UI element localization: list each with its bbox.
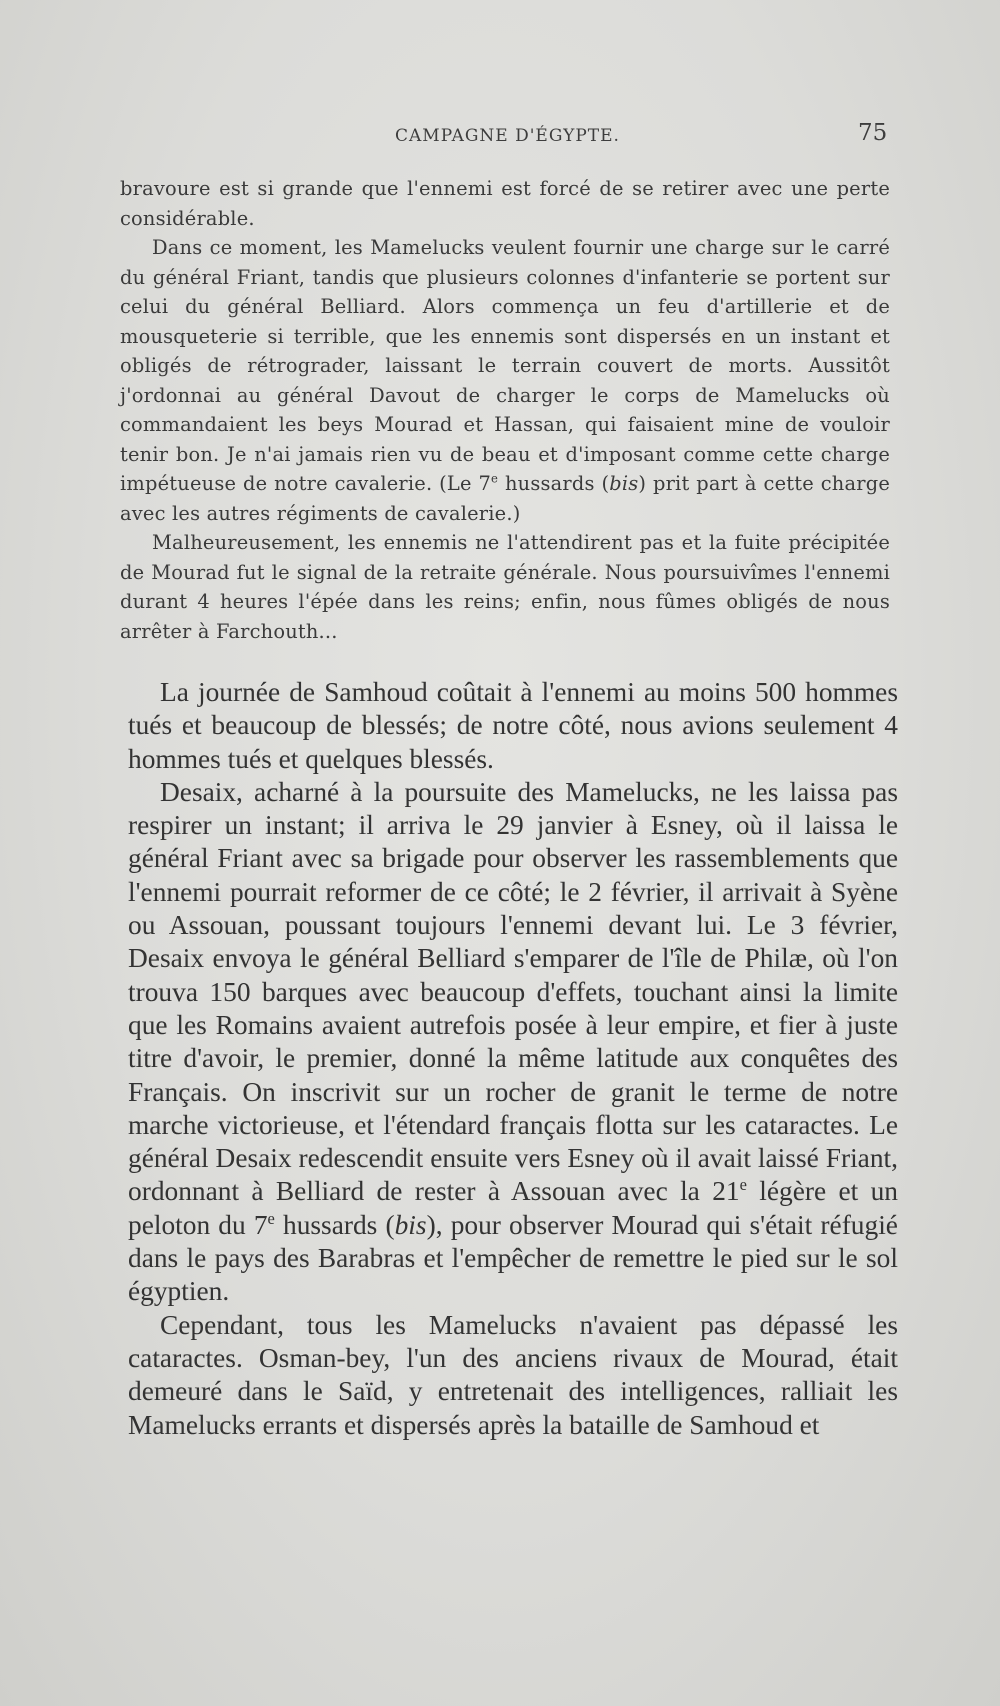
- italic-text: bis: [394, 1209, 427, 1240]
- body-text: Desaix, acharné à la poursuite des Mamelucks, ne les laissa pas respirer un instant; il arriva le 29 janvier à Esney, où il laissa le général Friant avec sa brigade pour observer les rassemblements que l'ennemi pourrait reformer de ce côté; le 2 février, il arrivait à Syène ou Assouan, poussant toujours l'ennemi devant lui. Le 3 février, Desaix envoya le général Belliard s'emparer de l'île de Philæ, où l'on trouva 150 barques avec beaucoup d'effets, touchant ainsi la limite que les Romains avaient autrefois posée à leur empire, et fier à juste titre d'avoir, le premier, donné la même latitude aux conquêtes des Français. On inscrivit sur un rocher de granit le terme de notre marche victorieuse, et l'étendard français flotta sur les cataractes. Le général Desaix redescendit ensuite vers Esney où il avait laissé Friant, ordonnant à Belliard de rester à Assouan avec la 21: [128, 776, 898, 1207]
- body-text: ), pour observer Mourad qui s'était réfugié dans le pays des Barabras et l'empêcher de remettre le pied sur le sol égyptien.: [128, 1209, 898, 1307]
- superscript: e: [267, 1208, 275, 1228]
- running-header: [0, 120, 1000, 150]
- page-number: 75: [858, 120, 888, 146]
- quote-paragraph: bravoure est si grande que l'ennemi est forcé de se retirer avec une perte considérable.: [120, 177, 890, 230]
- running-title: CAMPAGNE D'ÉGYPTE.: [395, 126, 620, 146]
- superscript: e: [491, 471, 499, 486]
- italic-text: bis: [609, 472, 639, 495]
- main-text: [128, 676, 898, 1442]
- body-paragraph: La journée de Samhoud coûtait à l'ennemi au moins 500 hommes tués et beaucoup de blessés; de notre côté, nous avions seulement 4 hommes tués et quelques blessés.: [128, 677, 898, 774]
- body-text: légère et un peloton du 7: [128, 1176, 898, 1240]
- body-text: hussards (: [274, 1209, 395, 1240]
- quote-paragraph: Malheureusement, les ennemis ne l'attendirent pas et la fuite précipitée de Mourad fut le signal de la retraite générale. Nous poursuivîmes l'ennemi durant 4 heures l'épée dans les reins; enfin, nous fûmes obligés de nous arrêter à Farchouth...: [120, 531, 890, 643]
- quote-text: ) prit part à cette charge avec les autres régiments de cavalerie.): [120, 472, 890, 525]
- quote-text: hussards (: [498, 472, 610, 495]
- quote-text: Dans ce moment, les Mamelucks veulent fournir une charge sur le carré du général Friant, tandis que plusieurs colonnes d'infanterie se portent sur celui du général Belliard. Alors commença un feu d'artillerie et de mousqueterie si terrible, que les ennemis sont dispersés en un instant et obligés de rétrograder, laissant le terrain couvert de morts. Aussitôt j'ordonnai au général Davout de charger le corps de Mamelucks où commandaient les beys Mourad et Hassan, qui faisaient mine de vouloir tenir bon. Je n'ai jamais rien vu de beau et d'imposant comme cette charge impétueuse de notre cavalerie. (Le 7: [120, 236, 890, 495]
- quote-paragraph: [120, 233, 890, 528]
- body-paragraph: [128, 776, 898, 1309]
- body-paragraph: Cependant, tous les Mamelucks n'avaient pas dépassé les cataractes. Osman-bey, l'un des anciens rivaux de Mourad, était demeuré dans le Saïd, y entretenait des intelligences, ralliait les Mamelucks errants et dispersés après la bataille de Samhoud et: [128, 1309, 898, 1440]
- quoted-report: [120, 174, 890, 646]
- superscript: e: [739, 1175, 747, 1195]
